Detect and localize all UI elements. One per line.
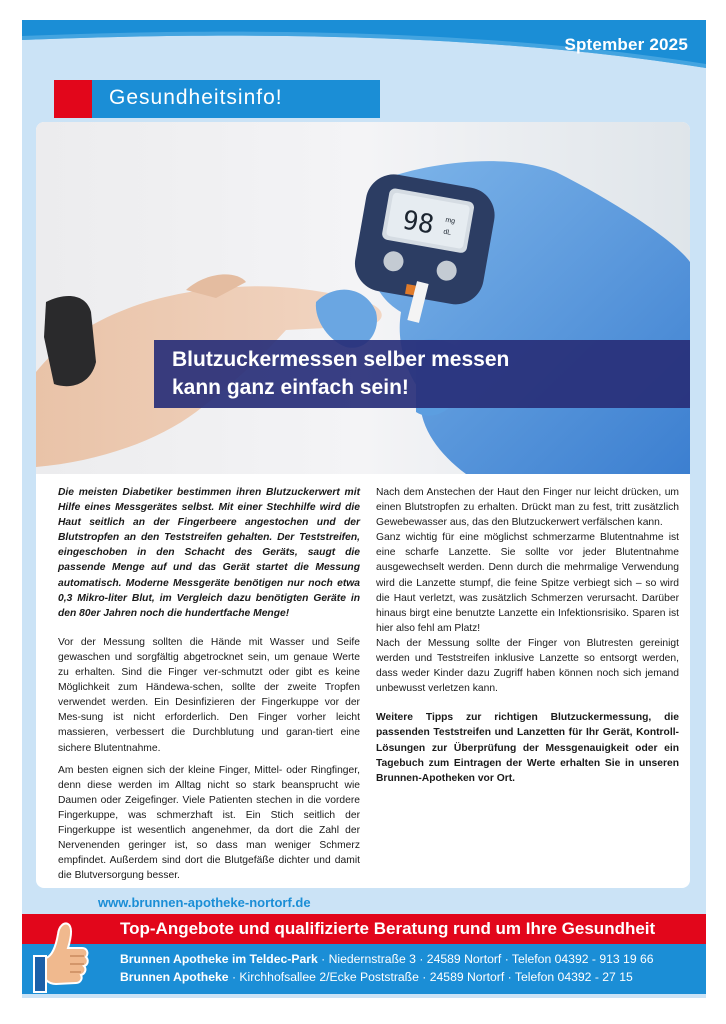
section-title: Gesundheitsinfo! [109, 86, 283, 109]
article-paragraph: Nach der Messung sollte der Finger von Blutresten gereinigt werden und Teststreifen inklusive Lanzette so entsorgt werden, dass weder Kinder dazu Zugriff haben können noch sich jemand unbewusst verletzen kann. [376, 637, 679, 695]
issue-date: Sptember 2025 [564, 35, 688, 54]
article-column-left [58, 485, 360, 888]
article-tips: Weitere Tipps zur richtigen Blutzuckermessung, die passenden Teststreifen und Lanzetten für Ihr Gerät, Kontroll-Lösungen zur Überprüfung der Messgenauigkeit oder ein Tagebuch zum Eintragen der Werte erhalten Sie in unseren Brunnen-Apotheken vor Ort. [376, 712, 679, 784]
article-intro: Die meisten Diabetiker bestimmen ihren Blutzuckerwert mit Hilfe eines Messgerätes selbst. Mit einer Stechhilfe wird die Haut seitlich an der Fingerbeere angestochen und der Blutstropfen an den Teststreifen gehalten. Der Teststreifen, eingeschoben in den Schacht des Geräts, saugt die passende Menge auf und das Gerät startet die Messung automatisch. Moderne Messgeräte benötigen nur noch etwa 0,3 Mikro-liter Blut, im Vergleich dazu benötigten Geräte in den 80er Jahren noch die hundertfache Menge! [58, 487, 360, 619]
store-address-2 [120, 970, 633, 984]
article-card [36, 122, 690, 888]
headline-line-1: Blutzuckermessen selber messen [172, 348, 510, 371]
store-details-2: · Kirchhofsallee 2/Ecke Poststraße · 24589 Nortorf · Telefon 04392 - 27 15 [228, 970, 633, 984]
article-paragraph: Nach dem Anstechen der Haut den Finger nur leicht drücken, um einen Blutstropfen zu erhalten. Drückt man zu fest, tritt zusätzlich Gewebewasser aus, das den Blutzuckerwert verfälschen kann. [376, 487, 679, 529]
section-title-accent [54, 80, 92, 118]
meter-reading: 98 [400, 205, 437, 241]
glucose-meter-photo [36, 122, 690, 474]
article-paragraph: Am besten eignen sich der kleine Finger, Mittel- oder Ringfinger, denn diese werden im Alltag nicht so stark beansprucht wie Daumen oder Zeigefinger. Viele Patienten stechen in die vordere Fingerkuppe, was schmerzhaft ist. Ein Stich seitlich der Fingerkuppe ist wesentlich angenehmer, da dort die Zahl der Nervenenden geringer ist, so dass man weniger Schmerz empfindet. Außerdem sind dort die Blutgefäße dichter und damit die Blutversorgung besser. [58, 764, 360, 882]
store-address-1 [120, 952, 654, 966]
article-paragraph: Vor der Messung sollten die Hände mit Wasser und Seife gewaschen und sorgfältig abgetrocknet sein, um genaue Werte zu erhalten. Sind die Finger ver-schmutzt oder gibt es keine Möglichkeit zum Händewa-schen, sollte der zweite Tropfen verwendet werden. Ein Desinfizieren der Fingerkuppe vor der Mes-sung ist nicht erforderlich. Den Finger vorher leicht massieren, verbessert die Durchblutung und garan-tiert eine sichere Blutentnahme. [58, 636, 360, 754]
slogan-banner [22, 914, 706, 944]
meter-unit-top: mg [444, 216, 456, 226]
store-name-1: Brunnen Apotheke im Teldec-Park [120, 952, 318, 966]
section-title-bar [54, 80, 380, 118]
address-bar [22, 944, 706, 994]
thumbs-up-icon [26, 916, 90, 996]
store-details-1: · Niedernstraße 3 · 24589 Nortorf · Telefon 04392 - 913 19 66 [317, 952, 654, 966]
store-name-2: Brunnen Apotheke [120, 970, 229, 984]
article-paragraph: Ganz wichtig für eine möglichst schmerzarme Blutentnahme ist eine scharfe Lanzette. Sie sollte vor jeder Blutentnahme ausgewechselt werden. Denn durch die mehrmalige Verwendung wird die Lanzette stumpf, die feine Spitze verbiegt sich – so wird die Haut verletzt, was zusätzlich Schmerzen verursacht. Darüber hinaus birgt eine benutzte Lanzette ein Infektionsrisiko. Sparen ist hier also fehl am Platz! [376, 532, 679, 634]
slogan-text: Top-Angebote und qualifizierte Beratung rund um Ihre Gesundheit [120, 919, 656, 938]
article-column-right [376, 485, 679, 793]
headline-line-2: kann ganz einfach sein! [172, 376, 409, 399]
website-link[interactable]: www.brunnen-apotheke-nortorf.de [98, 895, 311, 910]
article-headline [154, 340, 690, 408]
meter-unit-bottom: dL [442, 228, 452, 237]
